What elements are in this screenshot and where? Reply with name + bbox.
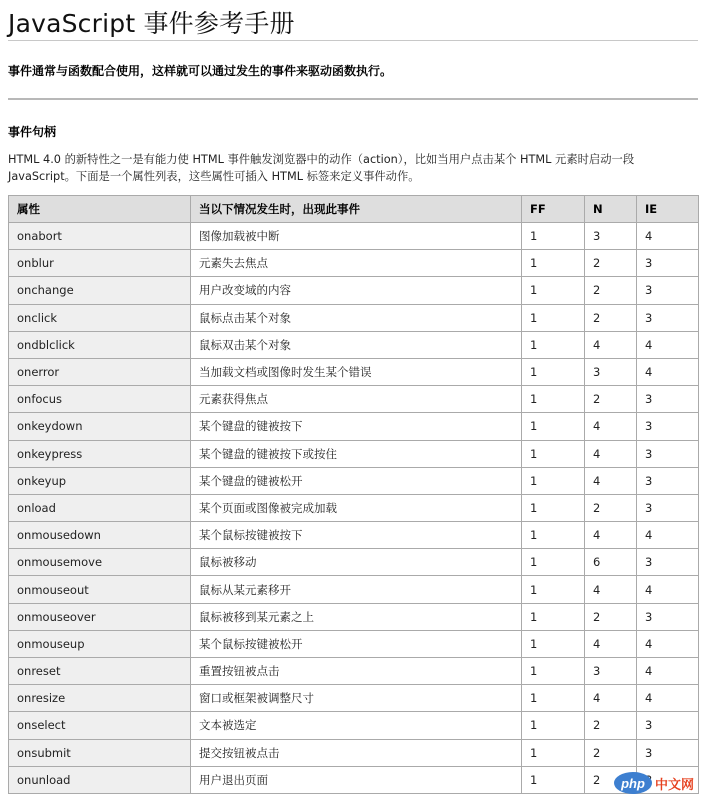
ff-version-cell: 1	[522, 766, 585, 793]
event-name-cell: onerror	[9, 358, 191, 385]
table-row	[9, 576, 699, 603]
table-body	[9, 223, 699, 794]
header-ie: IE	[637, 196, 699, 223]
event-description-cell: 窗口或框架被调整尺寸	[191, 685, 522, 712]
header-n: N	[585, 196, 637, 223]
table-header-row	[9, 196, 699, 223]
intro-text: 事件通常与函数配合使用，这样就可以通过发生的事件来驱动函数执行。	[8, 64, 393, 78]
event-name-cell: ondblclick	[9, 331, 191, 358]
table-row	[9, 522, 699, 549]
ff-version-cell: 1	[522, 467, 585, 494]
event-name-cell: onkeyup	[9, 467, 191, 494]
table-row	[9, 440, 699, 467]
ff-version-cell: 1	[522, 685, 585, 712]
header-attribute: 属性	[9, 196, 191, 223]
event-name-cell: onfocus	[9, 386, 191, 413]
ff-version-cell: 1	[522, 549, 585, 576]
page-title: JavaScript 事件参考手册	[8, 9, 295, 38]
ie-version-cell: 3	[637, 250, 699, 277]
table-row	[9, 358, 699, 385]
ff-version-cell: 1	[522, 250, 585, 277]
ff-version-cell: 1	[522, 739, 585, 766]
ie-version-cell: 4	[637, 358, 699, 385]
table-row	[9, 223, 699, 250]
ie-version-cell: 3	[637, 413, 699, 440]
ie-version-cell: 4	[637, 630, 699, 657]
table-row	[9, 685, 699, 712]
n-version-cell: 2	[585, 712, 637, 739]
n-version-cell: 2	[585, 386, 637, 413]
ff-version-cell: 1	[522, 277, 585, 304]
n-version-cell: 4	[585, 685, 637, 712]
table-row	[9, 331, 699, 358]
event-description-cell: 鼠标点击某个对象	[191, 304, 522, 331]
event-description-cell: 某个键盘的键被按下	[191, 413, 522, 440]
ie-version-cell: 4	[637, 658, 699, 685]
ff-version-cell: 1	[522, 386, 585, 413]
event-name-cell: onkeydown	[9, 413, 191, 440]
table-row	[9, 549, 699, 576]
ff-version-cell: 1	[522, 603, 585, 630]
n-version-cell: 2	[585, 603, 637, 630]
ie-version-cell: 3	[637, 304, 699, 331]
event-name-cell: onmouseup	[9, 630, 191, 657]
title-divider	[8, 40, 698, 41]
ie-version-cell: 4	[637, 576, 699, 603]
event-name-cell: onblur	[9, 250, 191, 277]
event-name-cell: onmousedown	[9, 522, 191, 549]
table-row	[9, 658, 699, 685]
site-watermark	[614, 772, 694, 794]
ff-version-cell: 1	[522, 331, 585, 358]
event-name-cell: onload	[9, 494, 191, 521]
ff-version-cell: 1	[522, 358, 585, 385]
n-version-cell: 4	[585, 467, 637, 494]
event-description-cell: 某个键盘的键被松开	[191, 467, 522, 494]
ff-version-cell: 1	[522, 658, 585, 685]
header-ff: FF	[522, 196, 585, 223]
event-name-cell: onmousemove	[9, 549, 191, 576]
ie-version-cell: 3	[637, 277, 699, 304]
ff-version-cell: 1	[522, 576, 585, 603]
ie-version-cell: 3	[637, 467, 699, 494]
n-version-cell: 2	[585, 766, 637, 793]
event-description-cell: 图像加载被中断	[191, 223, 522, 250]
ff-version-cell: 1	[522, 494, 585, 521]
section-description: HTML 4.0 的新特性之一是有能力使 HTML 事件触发浏览器中的动作（action），比如当用户点击某个 HTML 元素时启动一段 JavaScript。下面是一个属性列表，这些属性可插入 HTML 标签来定义事件动作。	[8, 153, 635, 183]
ff-version-cell: 1	[522, 440, 585, 467]
table-row	[9, 766, 699, 793]
n-version-cell: 2	[585, 494, 637, 521]
event-name-cell: onreset	[9, 658, 191, 685]
table-row	[9, 413, 699, 440]
ff-version-cell: 1	[522, 630, 585, 657]
ie-version-cell: 3	[637, 440, 699, 467]
n-version-cell: 4	[585, 331, 637, 358]
event-description-cell: 用户退出页面	[191, 766, 522, 793]
table-row	[9, 277, 699, 304]
header-condition: 当以下情况发生时，出现此事件	[191, 196, 522, 223]
event-description-cell: 鼠标被移动	[191, 549, 522, 576]
ie-version-cell: 3	[637, 739, 699, 766]
event-name-cell: onsubmit	[9, 739, 191, 766]
ie-version-cell: 3	[637, 603, 699, 630]
event-name-cell: onmouseover	[9, 603, 191, 630]
table-row	[9, 386, 699, 413]
event-description-cell: 用户改变域的内容	[191, 277, 522, 304]
php-logo-icon: php	[614, 772, 652, 794]
event-description-cell: 元素失去焦点	[191, 250, 522, 277]
n-version-cell: 2	[585, 277, 637, 304]
table-row	[9, 630, 699, 657]
n-version-cell: 2	[585, 739, 637, 766]
event-description-cell: 某个页面或图像被完成加载	[191, 494, 522, 521]
ie-version-cell: 4	[637, 331, 699, 358]
watermark-text: 中文网	[654, 776, 694, 792]
table-row	[9, 250, 699, 277]
event-description-cell: 元素获得焦点	[191, 386, 522, 413]
ie-version-cell: 3	[637, 494, 699, 521]
n-version-cell: 4	[585, 630, 637, 657]
event-name-cell: onkeypress	[9, 440, 191, 467]
event-description-cell: 某个鼠标按键被按下	[191, 522, 522, 549]
ff-version-cell: 1	[522, 223, 585, 250]
event-description-cell: 鼠标从某元素移开	[191, 576, 522, 603]
section-divider	[8, 98, 698, 100]
ff-version-cell: 1	[522, 413, 585, 440]
event-name-cell: onmouseout	[9, 576, 191, 603]
n-version-cell: 4	[585, 522, 637, 549]
n-version-cell: 4	[585, 440, 637, 467]
n-version-cell: 3	[585, 358, 637, 385]
event-description-cell: 某个鼠标按键被松开	[191, 630, 522, 657]
event-description-cell: 鼠标被移到某元素之上	[191, 603, 522, 630]
n-version-cell: 2	[585, 250, 637, 277]
table-row	[9, 467, 699, 494]
ie-version-cell: 4	[637, 685, 699, 712]
event-name-cell: onunload	[9, 766, 191, 793]
event-name-cell: onabort	[9, 223, 191, 250]
ie-version-cell: 4	[637, 522, 699, 549]
ie-version-cell: 4	[637, 223, 699, 250]
ie-version-cell: 3	[637, 549, 699, 576]
ff-version-cell: 1	[522, 522, 585, 549]
event-name-cell: onselect	[9, 712, 191, 739]
event-description-cell: 当加载文档或图像时发生某个错误	[191, 358, 522, 385]
table-row	[9, 304, 699, 331]
table-row	[9, 603, 699, 630]
table-row	[9, 494, 699, 521]
n-version-cell: 6	[585, 549, 637, 576]
n-version-cell: 3	[585, 658, 637, 685]
n-version-cell: 2	[585, 304, 637, 331]
ie-version-cell: 3	[637, 386, 699, 413]
n-version-cell: 4	[585, 576, 637, 603]
event-name-cell: onchange	[9, 277, 191, 304]
table-row	[9, 712, 699, 739]
ie-version-cell: 3	[637, 712, 699, 739]
table-row	[9, 739, 699, 766]
event-reference-table	[8, 195, 699, 794]
n-version-cell: 3	[585, 223, 637, 250]
event-description-cell: 重置按钮被点击	[191, 658, 522, 685]
section-title: 事件句柄	[8, 125, 57, 139]
event-name-cell: onclick	[9, 304, 191, 331]
event-name-cell: onresize	[9, 685, 191, 712]
event-description-cell: 某个键盘的键被按下或按住	[191, 440, 522, 467]
n-version-cell: 4	[585, 413, 637, 440]
event-description-cell: 提交按钮被点击	[191, 739, 522, 766]
event-description-cell: 文本被选定	[191, 712, 522, 739]
event-description-cell: 鼠标双击某个对象	[191, 331, 522, 358]
ff-version-cell: 1	[522, 712, 585, 739]
ff-version-cell: 1	[522, 304, 585, 331]
